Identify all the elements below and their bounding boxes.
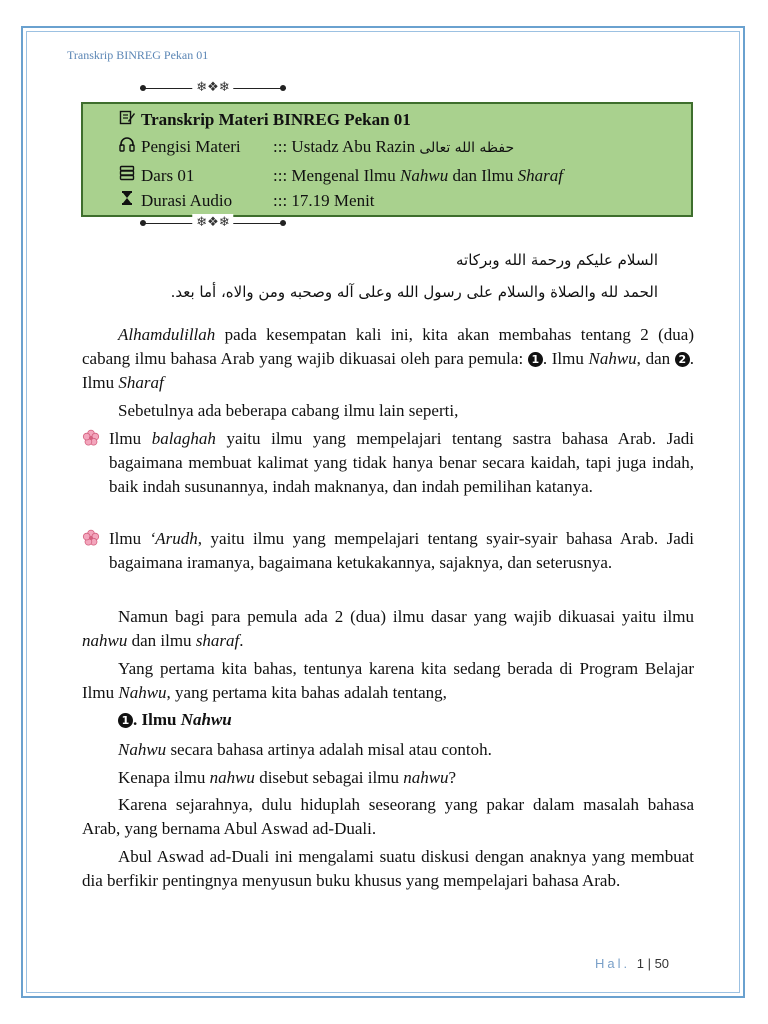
text-span: Namun bagi para pemula ada 2 (dua) ilmu dasar yang wajib dikuasai yaitu ilmu <box>118 607 694 626</box>
info-title: Transkrip Materi BINREG Pekan 01 <box>141 110 411 129</box>
italic-term: nahwu <box>209 768 255 787</box>
lesson-info-box <box>81 102 693 217</box>
paragraph-other-branches <box>82 399 694 423</box>
lesson-title-part: Mengenal Ilmu <box>291 166 401 185</box>
info-label-lesson: Dars 01 <box>141 166 195 185</box>
notepad-icon <box>119 109 141 129</box>
info-separator: ::: <box>273 191 288 210</box>
ornament-divider-top <box>140 82 286 96</box>
italic-term: balaghah <box>151 429 216 448</box>
lesson-title-part: dan Ilmu <box>448 166 518 185</box>
speaker-honorific: حفظه الله تعالى <box>419 140 515 156</box>
text-span: . Ilmu <box>82 349 695 392</box>
text-span: disebut sebagai ilmu <box>254 768 404 787</box>
info-label-duration: Durasi Audio <box>141 191 233 210</box>
lesson-title-italic: Sharaf <box>517 166 563 185</box>
paragraph-first-topic <box>82 657 694 705</box>
page-label: Hal. <box>595 956 631 971</box>
text-span: Abul Aswad ad-Duali ini mengalami suatu diskusi dengan anaknya yang membuat dia berfikir pentingnya menyusun buku khusus yang mempelajari bahasa Arab. <box>82 847 694 890</box>
info-row-lesson <box>119 165 563 186</box>
arabic-greeting: السلام عليكم ورحمة الله وبركاته <box>456 251 658 269</box>
info-row-duration <box>119 190 375 211</box>
speaker-name: Ustadz Abu Razin <box>291 137 416 156</box>
text-span: secara bahasa artinya adalah misal atau contoh. <box>166 740 492 759</box>
paragraph-discussion <box>82 845 694 893</box>
text-span: . Ilmu <box>133 710 181 729</box>
text-span: , dan <box>636 349 675 368</box>
bullet-balaghah <box>82 427 694 499</box>
section-heading-nahwu <box>82 708 694 732</box>
ornament-glyphs: ❄❖❄ <box>192 214 233 232</box>
page-footer <box>595 956 669 971</box>
paragraph-basic-sciences <box>82 605 694 653</box>
text-span: ? <box>448 768 457 787</box>
arabic-opening: الحمد لله والصلاة والسلام على رسول الله وعلى آله وصحبه ومن والاه، أما بعد. <box>170 283 658 301</box>
flower-bullet-icon <box>82 529 100 547</box>
ornament-divider-bottom <box>140 217 286 231</box>
number-circle-2: 2 <box>675 352 690 367</box>
text-span: Sebetulnya ada beberapa cabang ilmu lain seperti, <box>118 401 459 420</box>
text-span: Kenapa ilmu <box>118 768 210 787</box>
text-span: pada kesempatan kali ini, kita akan membahas tentang 2 (dua) cabang ilmu bahasa Arab yang wajib dikuasai oleh para pemula: <box>82 325 694 368</box>
bullet-arudh <box>82 527 694 575</box>
text-span: Ilmu <box>109 529 150 548</box>
flower-bullet-icon <box>82 429 100 447</box>
italic-term: ‘Arudh <box>149 529 198 548</box>
italic-term: nahwu <box>403 768 449 787</box>
text-span: . Ilmu <box>542 349 589 368</box>
info-row-speaker <box>119 136 514 157</box>
italic-term: Nahwu <box>180 710 232 729</box>
paragraph-history <box>82 793 694 841</box>
italic-term: Nahwu <box>588 349 637 368</box>
text-span: Karena sejarahnya, dulu hiduplah seseorang yang pakar dalam masalah bahasa Arab, yang bernama Abul Aswad ad-Duali. <box>82 795 694 838</box>
paragraph-why-nahwu <box>82 766 694 790</box>
info-label-speaker: Pengisi Materi <box>141 137 241 156</box>
hourglass-icon <box>119 190 141 210</box>
stack-icon <box>119 165 141 185</box>
paragraph-nahwu-meaning <box>82 738 694 762</box>
ornament-glyphs: ❄❖❄ <box>192 79 233 97</box>
lesson-title-italic: Nahwu <box>400 166 449 185</box>
text-span: yaitu ilmu yang mempelajari tentang sastra bahasa Arab. Jadi bagaimana membuat kalimat yang tidak hanya benar secara kaidah, tapi juga indah, baik indah susunannya, indah maknanya, dan indah pemilihan katanya. <box>109 429 695 496</box>
italic-term: sharaf <box>195 631 240 650</box>
text-span: , yaitu ilmu yang mempelajari tentang syair-syair bahasa Arab. Jadi bagaimana iramanya, bagaimana ketukakannya, sajaknya, dan seterusnya. <box>109 529 695 572</box>
text-span: Ilmu <box>109 429 152 448</box>
paragraph-intro <box>82 323 694 395</box>
running-header: Transkrip BINREG Pekan 01 <box>67 48 209 62</box>
text-span: . <box>239 631 244 650</box>
text-span: , yang pertama kita bahas adalah tentang, <box>166 683 447 702</box>
page-number: 1 | 50 <box>636 956 670 971</box>
text-span: dan ilmu <box>127 631 196 650</box>
info-separator: ::: <box>273 166 288 185</box>
italic-term: Sharaf <box>118 373 164 392</box>
italic-term: nahwu <box>82 631 128 650</box>
info-title-row <box>119 109 411 130</box>
number-circle-1: 1 <box>528 352 543 367</box>
headphones-icon <box>119 136 141 156</box>
number-circle-1: 1 <box>118 713 133 728</box>
italic-term: Alhamdulillah <box>118 325 216 344</box>
italic-term: Nahwu <box>118 683 167 702</box>
italic-term: Nahwu <box>118 740 167 759</box>
text-span: Yang pertama kita bahas, tentunya karena kita sedang berada di Program Belajar Ilmu <box>82 659 694 702</box>
info-separator: ::: <box>273 137 288 156</box>
audio-duration: 17.19 Menit <box>291 191 375 210</box>
